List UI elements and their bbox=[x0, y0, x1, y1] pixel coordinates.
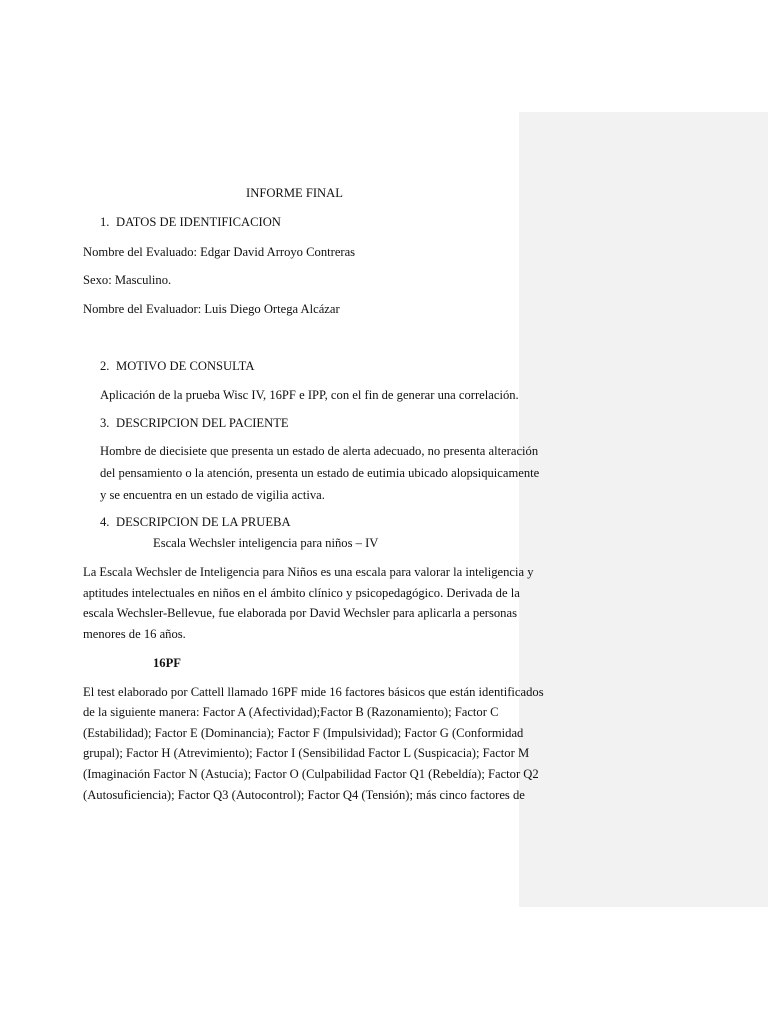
section-2-heading bbox=[100, 359, 254, 374]
pf-paragraph-line: de la siguiente manera: Factor A (Afectividad);Factor B (Razonamiento); Factor C bbox=[83, 705, 499, 719]
section-3-heading bbox=[100, 416, 289, 431]
section-3-number: 3. bbox=[100, 416, 110, 430]
wisc-paragraph-line: aptitudes intelectuales en niños en el ámbito clínico y psicopedagógico. Derivada de la bbox=[83, 586, 520, 600]
paciente-line: del pensamiento o la atención, presenta un estado de eutimia ubicado alopsiquicamente bbox=[100, 466, 540, 480]
section-1-heading bbox=[100, 215, 281, 230]
section-3-heading-text: DESCRIPCION DEL PACIENTE bbox=[116, 416, 289, 430]
wisc-paragraph-line: escala Wechsler-Bellevue, fue elaborada por David Wechsler para aplicarla a personas bbox=[83, 606, 517, 620]
section-1-heading-text: DATOS DE IDENTIFICACION bbox=[116, 215, 281, 229]
pf-paragraph-line: (Estabilidad); Factor E (Dominancia); Factor F (Impulsividad); Factor G (Conformidad bbox=[83, 726, 524, 740]
evaluado-line: Nombre del Evaluado: Edgar David Arroyo Contreras bbox=[83, 245, 356, 259]
pf-paragraph-line: grupal); Factor H (Atrevimiento); Factor I (Sensibilidad Factor L (Suspicacia); Factor M bbox=[83, 746, 530, 760]
wisc-subheading: Escala Wechsler inteligencia para niños – IV bbox=[153, 536, 379, 550]
section-4-number: 4. bbox=[100, 515, 110, 529]
sexo-line: Sexo: Masculino. bbox=[83, 273, 172, 287]
section-2-heading-text: MOTIVO DE CONSULTA bbox=[116, 359, 255, 373]
pf-paragraph-line: (Imaginación Factor N (Astucia); Factor O (Culpabilidad Factor Q1 (Rebeldía); Factor Q2 bbox=[83, 767, 539, 781]
section-1-number: 1. bbox=[100, 215, 110, 229]
evaluador-line: Nombre del Evaluador: Luis Diego Ortega Alcázar bbox=[83, 302, 340, 316]
paciente-line: Hombre de diecisiete que presenta un estado de alerta adecuado, no presenta alteración bbox=[100, 444, 539, 458]
section-4-heading-text: DESCRIPCION DE LA PRUEBA bbox=[116, 515, 291, 529]
section-4-heading bbox=[100, 515, 291, 530]
pf-paragraph-line: (Autosuficiencia); Factor Q3 (Autocontrol); Factor Q4 (Tensión); más cinco factores de bbox=[83, 788, 525, 802]
motivo-body: Aplicación de la prueba Wisc IV, 16PF e IPP, con el fin de generar una correlación. bbox=[100, 388, 519, 402]
pf-paragraph-line: El test elaborado por Cattell llamado 16PF mide 16 factores básicos que están identificados bbox=[83, 685, 544, 699]
wisc-paragraph-line: La Escala Wechsler de Inteligencia para Niños es una escala para valorar la inteligencia y bbox=[83, 565, 534, 579]
comment-margin-panel bbox=[519, 112, 768, 907]
section-2-number: 2. bbox=[100, 359, 110, 373]
wisc-paragraph-line: menores de 16 años. bbox=[83, 627, 186, 641]
pf-subheading: 16PF bbox=[153, 656, 181, 670]
paciente-line: y se encuentra en un estado de vigilia activa. bbox=[100, 488, 325, 502]
document-title: INFORME FINAL bbox=[246, 186, 343, 200]
